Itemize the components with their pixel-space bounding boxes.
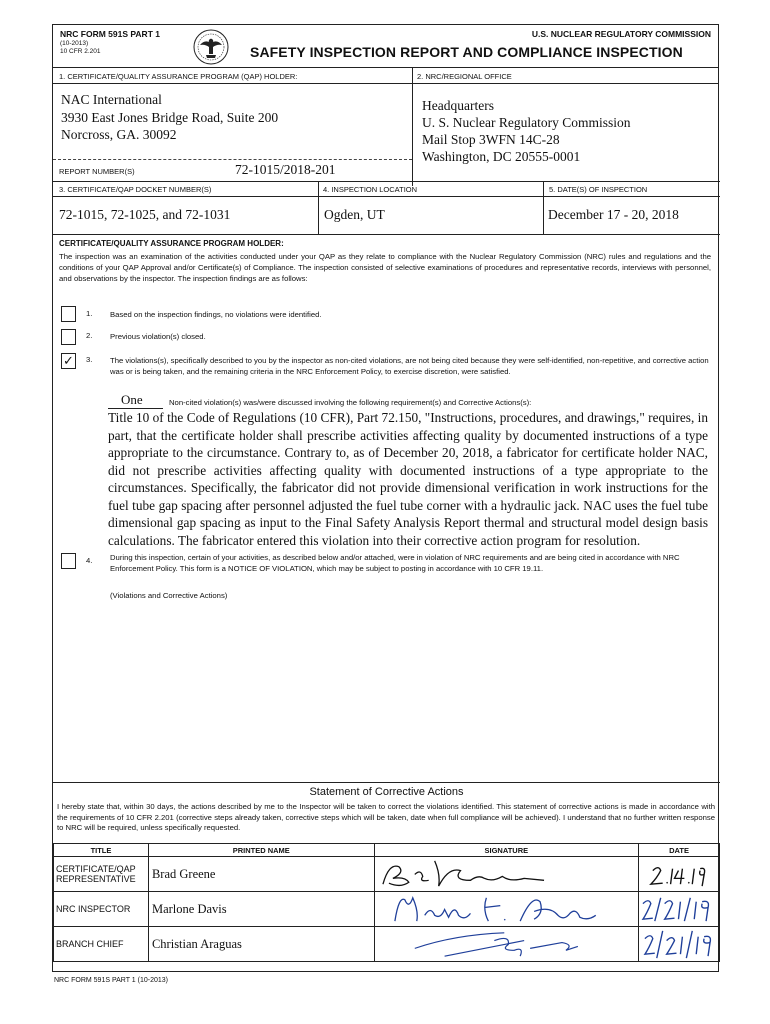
- signature-field[interactable]: [374, 892, 639, 927]
- divider: [412, 68, 413, 186]
- item-3-text: The violations(s), specifically described to you by the inspector as non-cited violations, are not being cited because they were self-identified, non-repetitive, and corrective action was or is being taken, and the remaining criteria in the NRC Enforcement Policy, to exercise discretion, were satisfied.: [110, 356, 709, 376]
- inspection-form: [52, 24, 719, 972]
- regional-office-line: Headquarters: [422, 98, 494, 113]
- column-header: TITLE: [54, 844, 149, 857]
- item-3-number: 3.: [86, 355, 93, 364]
- handwritten-date: [639, 857, 719, 891]
- qap-holder-address: 3930 East Jones Bridge Road, Suite 200: [61, 110, 279, 125]
- handwritten-signature: [375, 927, 639, 961]
- document-title: SAFETY INSPECTION REPORT AND COMPLIANCE INSPECTION: [250, 44, 683, 60]
- form-header: [53, 25, 718, 68]
- item-1-checkbox[interactable]: [61, 306, 76, 322]
- form-footer: NRC FORM 591S PART 1 (10-2013): [54, 977, 168, 984]
- regional-office-label: 2. NRC/REGIONAL OFFICE: [417, 72, 512, 81]
- dates-label: 5. DATE(S) OF INSPECTION: [549, 185, 648, 194]
- item-4-text: During this inspection, certain of your activities, as described below and/or attached, were in violation of NRC requirements and are being cited in accordance with NRC Enforcement Policy. This form is a NOTICE OF VIOLATION, which may be subject to posting in accordance with 10 CFR 19.11.: [110, 553, 680, 573]
- divider: [318, 181, 319, 234]
- item-4-number: 4.: [86, 556, 93, 565]
- dashed-divider: [53, 159, 412, 160]
- divider: [53, 782, 720, 783]
- signature-header-row: [54, 844, 720, 857]
- dates-value: December 17 - 20, 2018: [548, 207, 679, 222]
- docket-value: 72-1015, 72-1025, and 72-1031: [59, 207, 231, 222]
- report-number-label: REPORT NUMBER(S): [59, 167, 135, 176]
- divider: [53, 83, 412, 84]
- ncv-count: One: [121, 392, 143, 407]
- item-2-text: Previous violation(s) closed.: [110, 332, 206, 341]
- item-4-checkbox[interactable]: [61, 553, 76, 569]
- ncv-label: Non-cited violation(s) was/were discussed involving the following requirement(s) and Corrective Actions(s):: [169, 398, 532, 407]
- findings-intro: The inspection was an examination of the activities conducted under your QAP as they relate to compliance with the Nuclear Regulatory Commission (NRC) rules and regulations and the conditions of your QAP Approval and/or Certificate(s) of Compliance. The inspection consisted of selective examinations of procedures and representative records, interviews with personnel, and observations by the inspector. The inspection findings are as follows:: [59, 252, 711, 283]
- column-header: PRINTED NAME: [148, 844, 374, 857]
- agency-name: U.S. NUCLEAR REGULATORY COMMISSION: [531, 29, 711, 39]
- violation-description: Title 10 of the Code of Regulations (10 CFR), Part 72.150, "Instructions, procedures, and drawings," requires, in part, that the certificate holder shall prescribe activities affecting quality by documented instructions of a type appropriate to the circumstance. Contrary to, as of December 20, 2018, a fabricator for certificate holder NAC, did not prescribe activities affecting quality with documented instructions of a type appropriate to the circumstances. Specifically, the fabricator did not provide dimensional verification in work instructions for the fuel tube gap spacing after personnel adjusted the fuel tube corner with a hydraulic jack. NAC uses the fuel tube dimensional gap spacing as input to the Final Safety Analysis Report thermal and structural model design basis calculations. The fabricator entered this violation into their corrective action program for resolution.: [108, 410, 708, 548]
- signature-row: [54, 857, 720, 892]
- signer-title: CERTIFICATE/QAP REPRESENTATIVE: [54, 857, 149, 892]
- divider: [543, 181, 544, 234]
- regional-office-line: U. S. Nuclear Regulatory Commission: [422, 115, 631, 130]
- signer-name: Marlone Davis: [148, 892, 374, 927]
- docket-label: 3. CERTIFICATE/QAP DOCKET NUMBER(S): [59, 185, 212, 194]
- location-value: Ogden, UT: [324, 207, 385, 222]
- findings-heading: CERTIFICATE/QUALITY ASSURANCE PROGRAM HOLDER:: [59, 239, 284, 248]
- divider: [53, 181, 720, 182]
- form-revision: (10-2013): [60, 40, 89, 47]
- column-header: SIGNATURE: [374, 844, 639, 857]
- handwritten-signature: [375, 857, 639, 891]
- item-1-text: Based on the inspection findings, no violations were identified.: [110, 310, 322, 319]
- qap-holder-city: Norcross, GA. 30092: [61, 127, 177, 142]
- divider: [53, 196, 720, 197]
- form-cfr: 10 CFR 2.201: [60, 48, 101, 55]
- divider: [412, 83, 718, 84]
- form-id: NRC FORM 591S PART 1: [60, 29, 160, 39]
- signer-name: Brad Greene: [148, 857, 374, 892]
- handwritten-signature: [375, 892, 639, 926]
- divider: [53, 234, 720, 235]
- signature-row: [54, 892, 720, 927]
- signature-field[interactable]: [374, 857, 639, 892]
- item-3-checkbox[interactable]: ✓: [61, 353, 76, 369]
- signer-title: BRANCH CHIEF: [54, 927, 149, 962]
- signer-name: Christian Araguas: [148, 927, 374, 962]
- handwritten-date: [639, 892, 719, 926]
- location-label: 4. INSPECTION LOCATION: [323, 185, 418, 194]
- date-field[interactable]: [639, 857, 720, 892]
- signature-table: [53, 843, 720, 962]
- regional-office-line: Mail Stop 3WFN 14C-28: [422, 132, 560, 147]
- item-2-checkbox[interactable]: [61, 329, 76, 345]
- regional-office-line: Washington, DC 20555-0001: [422, 149, 581, 164]
- date-field[interactable]: [639, 927, 720, 962]
- qap-holder-label: 1. CERTIFICATE/QUALITY ASSURANCE PROGRAM (QAP) HOLDER:: [59, 72, 298, 81]
- column-header: DATE: [639, 844, 720, 857]
- item-4-note: (Violations and Corrective Actions): [110, 591, 228, 600]
- report-number-value: 72-1015/2018-201: [235, 162, 336, 177]
- nrc-seal-icon: [191, 28, 231, 66]
- signer-title: NRC INSPECTOR: [54, 892, 149, 927]
- date-field[interactable]: [639, 892, 720, 927]
- item-2-number: 2.: [86, 331, 93, 340]
- corrective-heading: Statement of Corrective Actions: [309, 786, 464, 798]
- signature-field[interactable]: [374, 927, 639, 962]
- item-1-number: 1.: [86, 309, 93, 318]
- corrective-text: I hereby state that, within 30 days, the actions described by me to the Inspector will be taken to correct the violations identified. This statement of corrective actions is made in accordance with the requirements of 10 CFR 2.201 (corrective steps already taken, corrective steps which will be taken, date when full compliance will be achieved). I understand that no further written response to NRC will be required, unless specifically requested.: [57, 802, 715, 832]
- qap-holder-name: NAC International: [61, 92, 162, 107]
- handwritten-date: [639, 927, 719, 961]
- signature-row: [54, 927, 720, 962]
